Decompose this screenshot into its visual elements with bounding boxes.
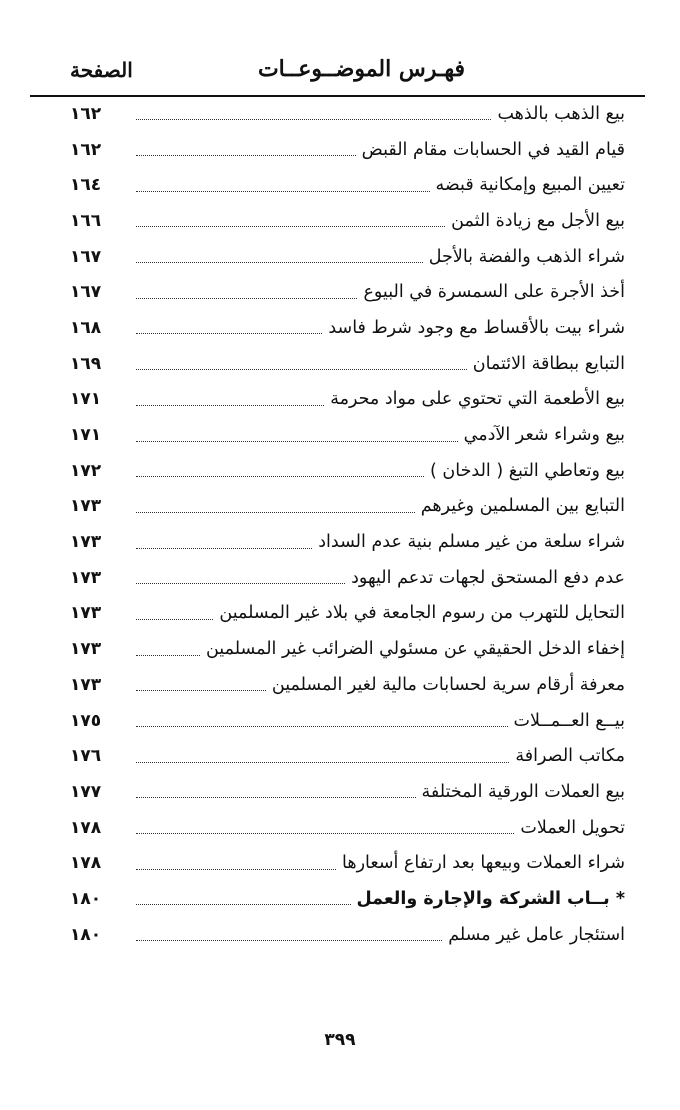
toc-entry-title: أخذ الأجرة على السمسرة في البيوع <box>363 282 625 303</box>
toc-entry <box>70 417 625 453</box>
toc-entry-title: مكاتب الصرافة <box>515 746 625 767</box>
toc-entry-page: ١٧١ <box>70 389 102 410</box>
toc-entry-title: بيع الذهب بالذهب <box>497 103 625 124</box>
toc-entry-title: تحويل العملات <box>520 817 625 838</box>
dot-leader <box>136 619 213 620</box>
toc-entry <box>70 346 625 382</box>
dot-leader <box>136 726 508 727</box>
dot-leader <box>136 441 458 442</box>
toc-entry-page: ١٦٤ <box>70 175 102 196</box>
dot-leader <box>136 904 351 905</box>
toc-entry <box>70 631 625 667</box>
toc-entry-page: ١٦٢ <box>70 139 102 160</box>
toc-entry-title: التبايع بين المسلمين وغيرهم <box>420 496 625 517</box>
dot-leader <box>136 155 356 156</box>
folio-page-number: ٣٩٩ <box>324 1030 356 1050</box>
dot-leader <box>136 298 357 299</box>
toc-entry <box>70 524 625 560</box>
toc-entry-title: قيام القيد في الحسابات مقام القبض <box>361 139 625 160</box>
toc-entry-title: معرفة أرقام سرية لحسابات مالية لغير المسلمين <box>271 674 625 695</box>
toc-entry-page: ١٧١ <box>70 425 102 446</box>
toc-entry-page: ١٨٠ <box>70 888 102 909</box>
toc-entry <box>70 845 625 881</box>
toc-entry-title: شراء الذهب والفضة بالأجل <box>428 246 625 267</box>
toc-entry <box>70 560 625 596</box>
toc-entry <box>70 774 625 810</box>
dot-leader <box>136 476 424 477</box>
toc-entry-title: بيع وتعاطي التبغ ( الدخان ) <box>430 460 625 481</box>
toc-entry-title: إخفاء الدخل الحقيقي عن مسئولي الضرائب غير المسلمين <box>205 639 625 660</box>
toc-entry <box>70 239 625 275</box>
toc-entry <box>70 310 625 346</box>
dot-leader <box>136 119 491 120</box>
toc-entry-page: ١٧٦ <box>70 746 102 767</box>
toc-entry <box>70 596 625 632</box>
toc-entry-title: شراء العملات وبيعها بعد ارتفاع أسعارها <box>342 853 625 874</box>
toc-entry <box>70 203 625 239</box>
dot-leader <box>136 940 442 941</box>
toc-list <box>70 96 625 953</box>
toc-entry-title: * بــاب الشركة والإجارة والعمل <box>356 888 625 909</box>
toc-entry-page: ١٦٩ <box>70 353 102 374</box>
toc-entry <box>70 917 625 953</box>
toc-entry-title: بيع الأطعمة التي تحتوي على مواد محرمة <box>330 389 625 410</box>
toc-entry <box>70 132 625 168</box>
toc-entry-page: ١٧٨ <box>70 853 102 874</box>
dot-leader <box>136 226 445 227</box>
toc-entry-title: شراء بيت بالأقساط مع وجود شرط فاسد <box>328 317 625 338</box>
dot-leader <box>136 369 467 370</box>
toc-entry-page: ١٦٧ <box>70 246 102 267</box>
toc-entry <box>70 738 625 774</box>
toc-entry-title: التبايع ببطاقة الائتمان <box>472 353 625 374</box>
page-header <box>30 52 645 94</box>
toc-entry <box>70 382 625 418</box>
dot-leader <box>136 262 423 263</box>
dot-leader <box>136 833 514 834</box>
toc-entry-title: بيع الأجل مع زيادة الثمن <box>451 210 625 231</box>
dot-leader <box>136 655 200 656</box>
toc-entry-title: بيــع العــمــلات <box>513 710 625 731</box>
toc-entry-page: ١٦٢ <box>70 103 102 124</box>
toc-entry-page: ١٧٣ <box>70 674 102 695</box>
toc-entry-title: تعيين المبيع وإمكانية قبضه <box>435 175 625 196</box>
toc-entry <box>70 96 625 132</box>
toc-entry-title: استئجار عامل غير مسلم <box>448 924 625 945</box>
dot-leader <box>136 690 266 691</box>
dot-leader <box>136 512 415 513</box>
page-column-label: الصفحة <box>70 58 133 82</box>
toc-entry-page: ١٧٣ <box>70 603 102 624</box>
dot-leader <box>136 333 322 334</box>
toc-entry-page: ١٧٧ <box>70 781 102 802</box>
toc-entry-page: ١٨٠ <box>70 924 102 945</box>
dot-leader <box>136 583 345 584</box>
toc-entry <box>70 453 625 489</box>
dot-leader <box>136 405 324 406</box>
toc-section-heading <box>70 881 625 917</box>
toc-entry <box>70 489 625 525</box>
toc-entry-title: عدم دفع المستحق لجهات تدعم اليهود <box>351 567 625 588</box>
toc-entry-page: ١٦٦ <box>70 210 102 231</box>
toc-entry <box>70 167 625 203</box>
toc-entry-page: ١٧٣ <box>70 567 102 588</box>
toc-entry-page: ١٦٧ <box>70 282 102 303</box>
dot-leader <box>136 548 312 549</box>
toc-entry <box>70 703 625 739</box>
toc-entry-page: ١٧٣ <box>70 496 102 517</box>
dot-leader <box>136 869 336 870</box>
toc-entry-page: ١٧٣ <box>70 639 102 660</box>
toc-entry-page: ١٧٢ <box>70 460 102 481</box>
toc-entry-title: شراء سلعة من غير مسلم بنية عدم السداد <box>318 532 625 553</box>
toc-entry-page: ١٧٨ <box>70 817 102 838</box>
toc-entry-page: ١٧٥ <box>70 710 102 731</box>
toc-entry-page: ١٧٣ <box>70 532 102 553</box>
toc-entry <box>70 667 625 703</box>
toc-entry-title: بيع العملات الورقية المختلفة <box>421 781 625 802</box>
toc-entry-title: بيع وشراء شعر الآدمي <box>463 425 625 446</box>
toc-entry <box>70 810 625 846</box>
dot-leader <box>136 797 416 798</box>
index-title: فهـرس الموضــوعــات <box>257 56 465 82</box>
dot-leader <box>136 762 509 763</box>
toc-entry-title: التحايل للتهرب من رسوم الجامعة في بلاد غير المسلمين <box>219 603 625 624</box>
toc-entry <box>70 274 625 310</box>
toc-entry-page: ١٦٨ <box>70 317 102 338</box>
dot-leader <box>136 191 430 192</box>
